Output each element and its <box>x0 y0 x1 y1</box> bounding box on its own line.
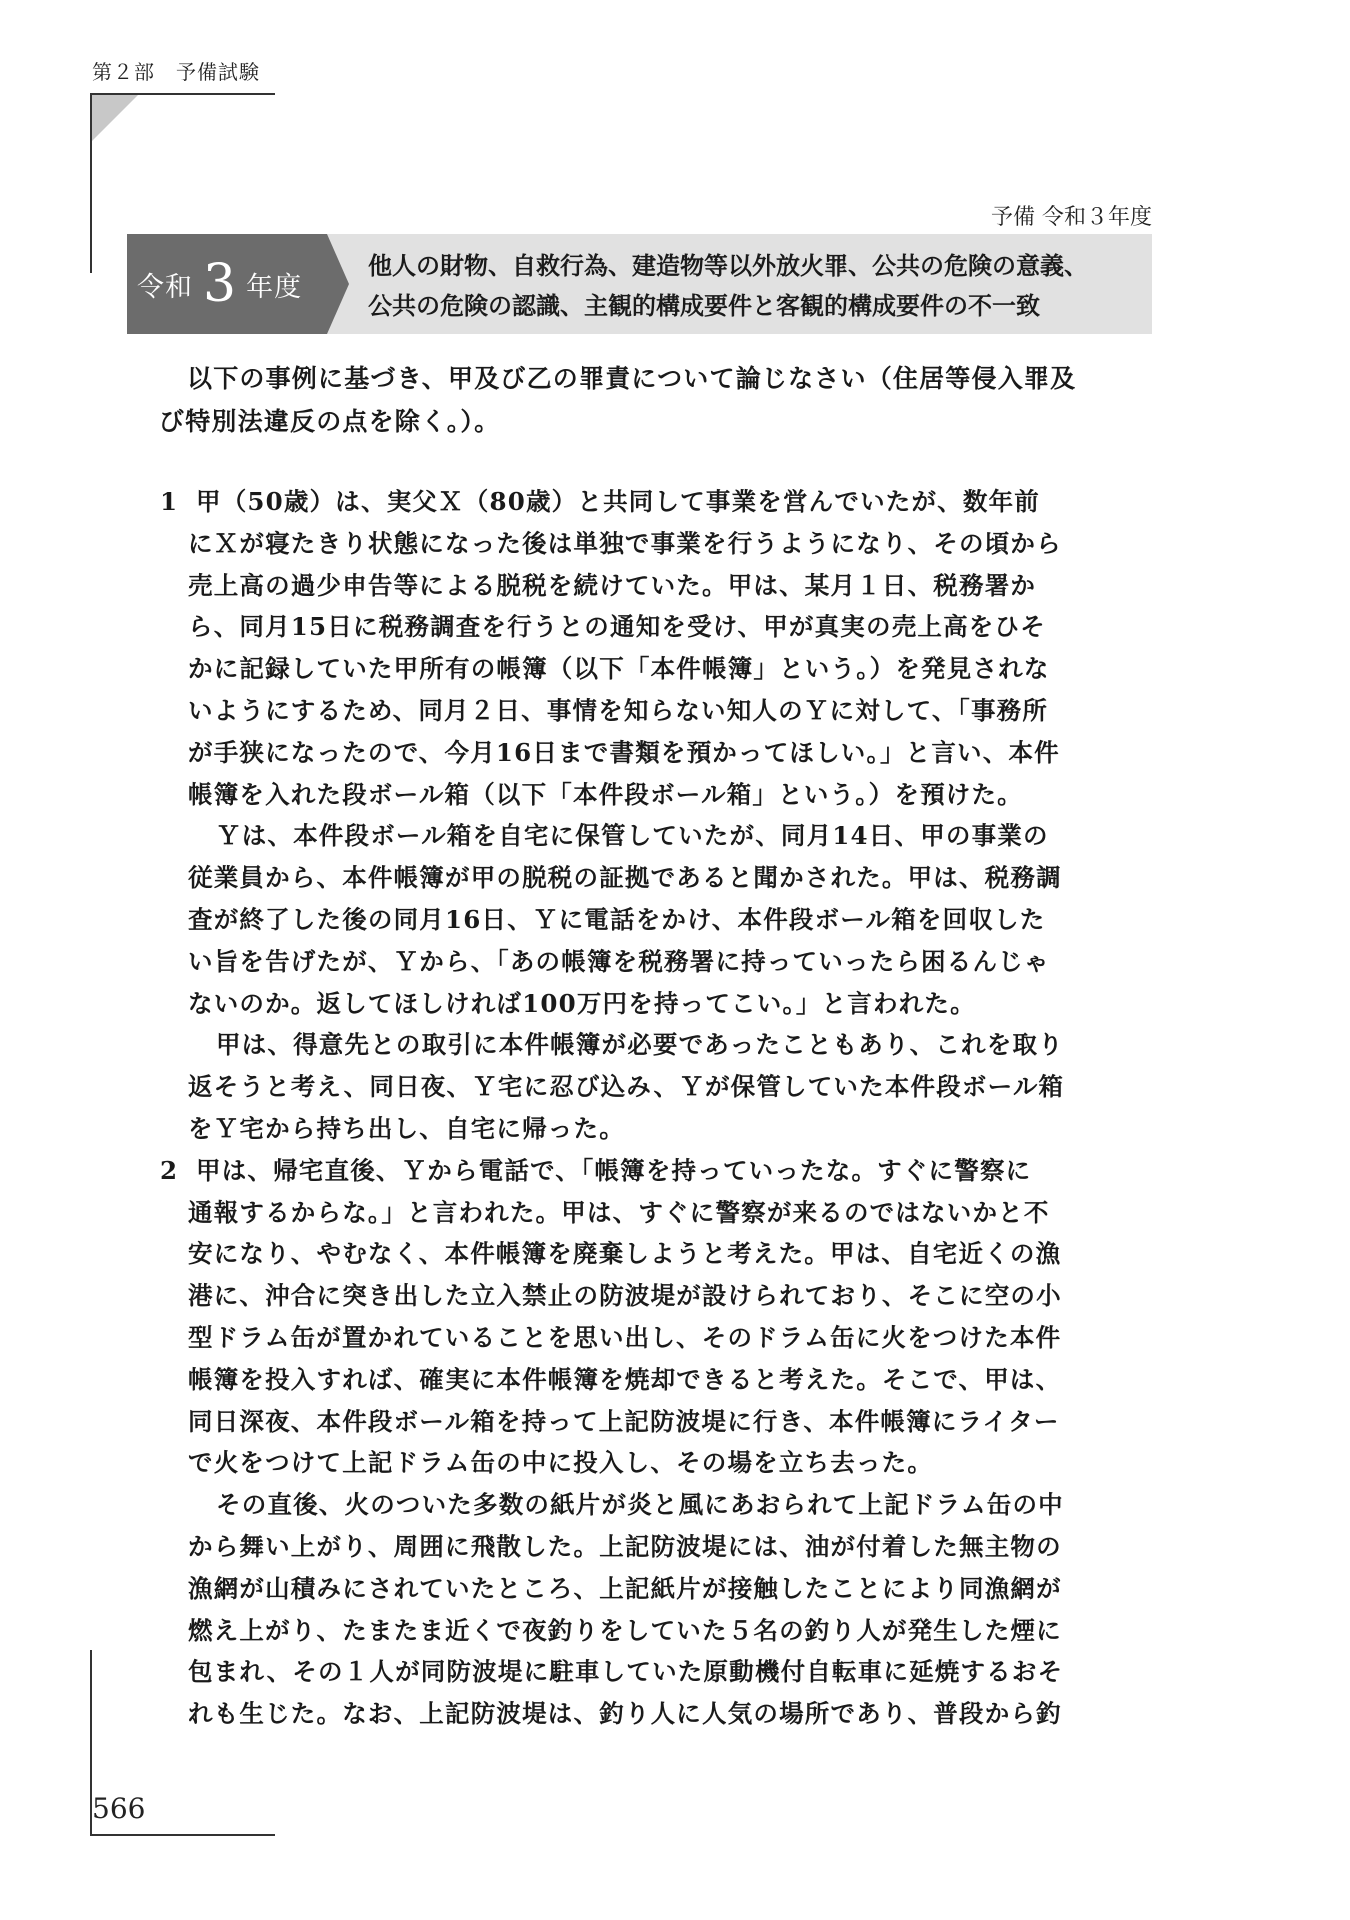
text-line: 甲は、帰宅直後、Ｙから電話で、「帳簿を持っていったな。すぐに警察に <box>196 1155 1032 1185</box>
running-head: 第２部 予備試験 <box>92 60 260 84</box>
text-line: れも生じた。なお、上記防波堤は、釣り人に人気の場所であり、普段から釣 <box>188 1699 1062 1729</box>
section-number: 1 <box>160 487 179 516</box>
year-label <box>127 234 327 334</box>
year-era: 令和 <box>137 271 193 303</box>
text-line: 売上高の過少申告等による脱税を続けていた。甲は、某月１日、税務署か <box>188 570 1037 600</box>
text-line: 通報するからな。」と言われた。甲は、すぐに警察が来るのではないかと不 <box>188 1197 1050 1227</box>
case-body <box>160 481 1125 1735</box>
text-line: 甲（50歳）は、実父Ｘ（80歳）と共同して事業を営んでいたが、数年前 <box>196 487 1040 516</box>
text-line: で火をつけて上記ドラム缶の中に投入し、その場を立ち去った。 <box>188 1448 934 1478</box>
text-line: 包まれ、その１人が同防波堤に駐車していた原動機付自転車に延焼するおそ <box>188 1657 1064 1687</box>
question-instruction <box>159 357 1122 443</box>
text-line: ないのか。返してほしければ100万円を持ってこい。」と言われた。 <box>188 988 976 1018</box>
section-number: 2 <box>160 1155 179 1185</box>
text-line: かに記録していた甲所有の帳簿（以下「本件帳簿」という。）を発見されな <box>188 654 1050 684</box>
text-line: 港に、沖合に突き出した立入禁止の防波堤が設けられており、そこに空の小 <box>188 1281 1062 1311</box>
text-line: にＸが寝たきり状態になった後は単独で事業を行うようになり、その頃から <box>188 528 1062 558</box>
subject-tag: 予備 令和３年度 <box>991 205 1152 230</box>
intro-line: 以下の事例に基づき、甲及び乙の罪責について論じなさい（住居等侵入罪及 <box>187 364 1077 393</box>
text-line: その直後、火のついた多数の紙片が炎と風にあおられて上記ドラム缶の中 <box>216 1490 1064 1520</box>
frame-bottom-rule <box>90 1834 275 1836</box>
topics-line: 公共の危険の認識、主観的構成要件と客観的構成要件の不一致 <box>368 292 1040 320</box>
text-line: ら、同月15日に税務調査を行うとの通知を受け、甲が真実の売上高をひそ <box>188 612 1046 642</box>
year-number: 3 <box>203 254 237 314</box>
section-1 <box>160 481 1125 1150</box>
text-line: い旨を告げたが、Ｙから、「あの帳簿を税務署に持っていったら困るんじゃ <box>188 946 1050 976</box>
text-line: 従業員から、本件帳簿が甲の脱税の証拠であると聞かされた。甲は、税務調 <box>188 863 1062 893</box>
paragraph <box>160 481 1125 815</box>
text-line: 安になり、やむなく、本件帳簿を廃棄しようと考えた。甲は、自宅近くの漁 <box>188 1239 1062 1269</box>
text-line: から舞い上がり、周囲に飛散した。上記防波堤には、油が付着した無主物の <box>188 1531 1062 1561</box>
year-unit: 年度 <box>246 271 303 303</box>
paragraph <box>160 1150 1125 1484</box>
page-number: 566 <box>92 1792 146 1825</box>
text-line: 返そうと考え、同日夜、Ｙ宅に忍び込み、Ｙが保管していた本件段ボール箱 <box>188 1072 1065 1102</box>
text-line: 査が終了した後の同月16日、Ｙに電話をかけ、本件段ボール箱を回収した <box>188 904 1046 934</box>
intro-line: び特別法違反の点を除く。）。 <box>159 407 501 436</box>
text-line: 型ドラム缶が置かれていることを思い出し、そのドラム缶に火をつけた本件 <box>188 1322 1062 1352</box>
paragraph <box>160 1484 1125 1735</box>
text-line: が手狭になったので、今月16日まで書類を預かってほしい。」と言い、本件 <box>188 737 1060 767</box>
section-2 <box>160 1150 1125 1735</box>
text-line: 同日深夜、本件段ボール箱を持って上記防波堤に行き、本件帳簿にライター <box>188 1406 1060 1436</box>
paragraph <box>160 815 1125 1024</box>
text-line: いようにするため、同月２日、事情を知らない知人のＹに対して、「事務所 <box>188 695 1049 725</box>
text-line: をＹ宅から持ち出し、自宅に帰った。 <box>188 1113 625 1143</box>
year-arrow <box>327 234 349 334</box>
text-line: Ｙは、本件段ボール箱を自宅に保管していたが、同月14日、甲の事業の <box>216 821 1049 851</box>
text-line: 帳簿を入れた段ボール箱（以下「本件段ボール箱」という。）を預けた。 <box>188 779 1023 809</box>
text-line: 甲は、得意先との取引に本件帳簿が必要であったこともあり、これを取り <box>216 1030 1064 1060</box>
text-line: 帳簿を投入すれば、確実に本件帳簿を焼却できると考えた。そこで、甲は、 <box>188 1364 1062 1394</box>
paragraph <box>160 1024 1125 1149</box>
text-line: 燃え上がり、たまたま近くで夜釣りをしていた５名の釣り人が発生した煙に <box>188 1615 1062 1645</box>
text-line: 漁網が山積みにされていたところ、上記紙片が接触したことにより同漁網が <box>188 1573 1062 1603</box>
topics-heading <box>368 246 1148 326</box>
corner-triangle <box>92 95 138 141</box>
topics-line: 他人の財物、自救行為、建造物等以外放火罪、公共の危険の意義、 <box>368 252 1088 280</box>
